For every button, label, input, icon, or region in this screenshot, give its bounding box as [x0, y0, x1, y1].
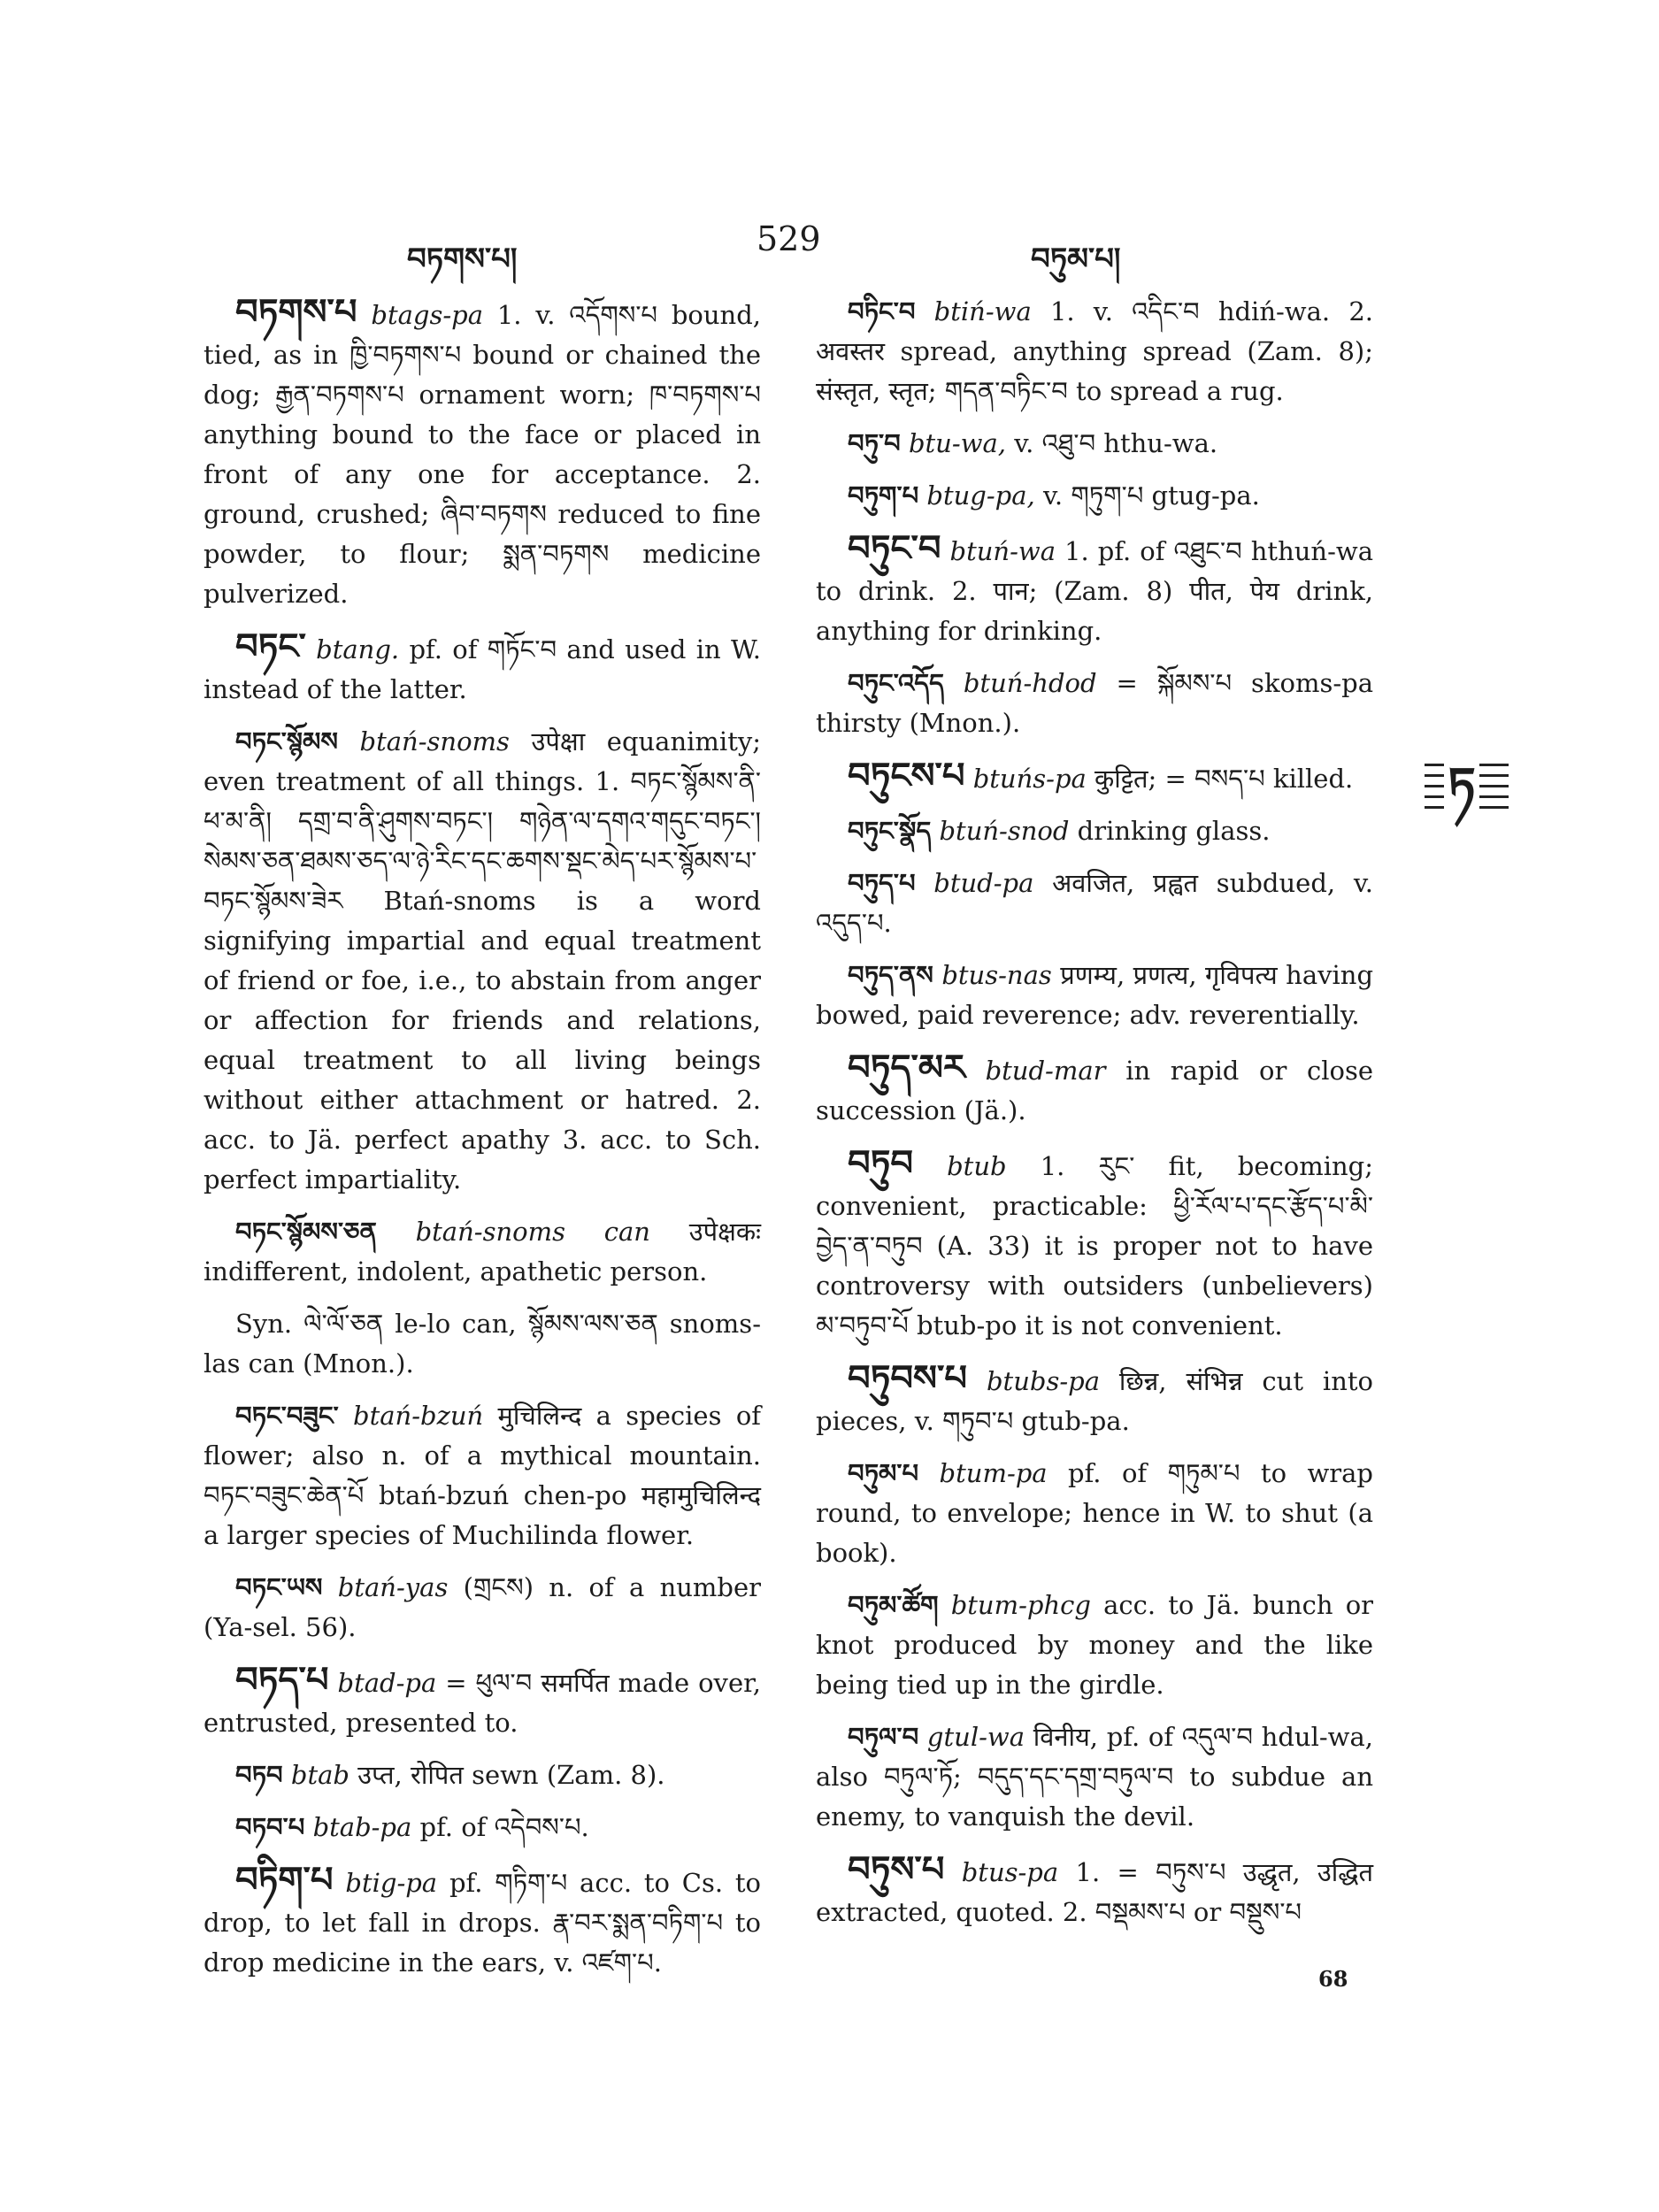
transliteration: btań-yas [337, 1572, 449, 1602]
headword: བཏབ [235, 1760, 283, 1790]
definition: उपेक्षा equanimity; even treatment of all things. 1. བཏང་སྙོམས་ནི་ཕ་མ་ནི། དགྲ་བ་ནི་ཤུགས་བཏང་། གཉེན་ལ་དགའ་གདུང་བཏང་། སེམས་ཅན་ཐམས་ཅད་ལ་ཉེ་རིང་དང་ཆགས་སྡང་མེད་པར་སྙོམས་པ་བཏང་སྙོམས་ཟེར Btań-snoms is a word signifying impartial and equal treatment of friend or foe, i.e., to abstain from anger or affection for friends and relations, equal treatment to all living beings without either attachment or hatred. 2. acc. to Jä. perfect apathy 3. acc. to Sch. perfect impartiality. [204, 726, 762, 1194]
transliteration: btud-pa [933, 868, 1034, 898]
dictionary-entry [204, 1860, 761, 1983]
definition: विनीय, pf. of འདུལ་བ hdul-wa, also བཏུལ་ཏོ; བདུད་དང་དགྲ་བཏུལ་བ to subdue an enemy, to vanquish the devil. [816, 1722, 1373, 1832]
headword: བཏང་ཡས [235, 1572, 323, 1602]
definition: मुचिलिन्द a species of flower; also n. of a mythical mountain. བཏང་བཟུང་ཆེན་པོ btań-bzuń chen-po महामुचिलिन्द a larger species of Muchilinda flower. [204, 1401, 762, 1550]
headword: བཏུག་པ [848, 480, 919, 511]
headword: བཏང་སྙོམས་ཅན [235, 1217, 377, 1247]
definition: 1. = བཏུས་པ उद्धृत, उद्धित extracted, quoted. 2. བསྡམས་པ or བསྡུས་པ [816, 1857, 1373, 1927]
transliteration: btab-pa [312, 1812, 412, 1842]
headword: བཏུབས་པ [848, 1357, 968, 1399]
definition: 1. pf. of འཐུང་བ hthuń-wa to drink. 2. पान; (Zam. 8) पीत, पेय drink, anything for drinking. [816, 536, 1374, 646]
definition: pf. of འདེབས་པ. [419, 1812, 589, 1842]
dictionary-entry [816, 1454, 1373, 1573]
dictionary-entry [204, 1808, 761, 1847]
headword: བཏིང་བ [848, 296, 916, 326]
definition: उप्त, रोपित sewn (Zam. 8). [357, 1760, 665, 1790]
definition: उपेक्षकः indifferent, indolent, apathetic person. [204, 1217, 762, 1286]
transliteration: btig-pa [345, 1868, 438, 1898]
transliteration: btań-snoms can [415, 1217, 650, 1247]
definition: pf. of གཏོང་བ and used in W. instead of the latter. [204, 634, 761, 704]
headword: བཏུང་སྣོད [848, 816, 932, 846]
headword: བཏུས་པ [848, 1848, 945, 1890]
definition: प्रणम्य, प्रणत्य, गृविपत्य having bowed, paid reverence; adv. reverentially. [816, 960, 1374, 1030]
dictionary-entry [816, 1717, 1373, 1837]
definition: 1. v. འདོགས་པ bound, tied, as in ཁྱི་བཏགས་པ bound or chained the dog; རྒྱན་བཏགས་པ ornament worn; ཁ་བཏགས་པ anything bound to the face or placed in front of any one for acceptance. 2. ground, crushed; ཞིབ་བཏགས reduced to fine powder, to flour; སྨན་བཏགས medicine pulverized. [204, 300, 762, 609]
headword: བཏགས་པ [235, 291, 357, 333]
definition: अवजित, प्रह्वत subdued, v. འདུད་པ. [816, 868, 1374, 938]
definition: छिन्न, संभिन्न cut into pieces, v. གཏུབ་པ gtub-pa. [816, 1366, 1373, 1436]
transliteration: btus-nas [941, 960, 1052, 990]
transliteration: gtul-wa [926, 1722, 1025, 1752]
headword: བཏུད་ནས [848, 960, 933, 990]
definition: pf. of གཏུམ་པ to wrap round, to envelope; hence in W. to shut (a book). [816, 1458, 1374, 1568]
transliteration: btang. [316, 634, 400, 664]
definition: in rapid or close succession (Jä.). [816, 1056, 1374, 1125]
transliteration: btum-phcg [950, 1590, 1091, 1620]
transliteration: btu-wa, [908, 428, 1006, 458]
dictionary-entry [204, 1212, 761, 1292]
dictionary-entry [816, 756, 1373, 799]
headword: བཏུད་མར [848, 1047, 965, 1088]
headword: བཏུངས་པ [848, 755, 965, 796]
dictionary-entry [204, 722, 761, 1200]
thumb-index-tab [1425, 757, 1509, 818]
transliteration: btuń-wa [949, 536, 1056, 566]
page-number: 529 [757, 219, 821, 258]
left-guide-word: བཏགས་པ། [407, 242, 518, 277]
transliteration: btum-pa [939, 1458, 1048, 1488]
definition: v. འཐུ་བ hthu-wa. [1014, 428, 1218, 458]
dictionary-entry [816, 1048, 1373, 1131]
transliteration: btuń-hdod [963, 668, 1097, 698]
transliteration: btags-pa [371, 300, 483, 330]
dictionary-entry [204, 292, 761, 614]
transliteration: btuń-snod [939, 816, 1070, 846]
dictionary-entry [816, 528, 1373, 651]
definition: (གྲངས) n. of a number (Ya-sel. 56). [204, 1572, 762, 1642]
transliteration: btad-pa [337, 1668, 437, 1698]
right-column [816, 292, 1373, 1945]
headword: བཏབ་པ [235, 1812, 305, 1842]
dictionary-entry [816, 1586, 1373, 1705]
dictionary-entry [816, 292, 1373, 411]
headword: བཏུད་པ [848, 868, 916, 898]
definition: = ཕུལ་བ समर्पित made over, entrusted, presented to. [204, 1668, 762, 1738]
right-guide-word: བཏུམ་པ། [1031, 242, 1121, 277]
dictionary-entry [816, 811, 1373, 851]
thumb-index-letter: ཏ [1444, 758, 1479, 813]
dictionary-entry [816, 1358, 1373, 1441]
headword: བཏད་པ [235, 1659, 329, 1701]
dictionary-entry [816, 476, 1373, 516]
dictionary-entry [816, 1849, 1373, 1932]
headword: བཏུང་འདོད [848, 668, 944, 698]
running-head [212, 219, 1407, 277]
headword: བཏིག་པ [235, 1859, 334, 1901]
dictionary-entry [204, 1304, 761, 1384]
transliteration: btub [947, 1151, 1007, 1181]
headword: བཏང་ [235, 626, 306, 667]
headword: བཏུབ [848, 1142, 913, 1184]
definition: = སྐོམས་པ skoms-pa thirsty (Mnon.). [816, 668, 1374, 738]
definition: Syn. ལེ་ལོ་ཅན le-lo can, སྙོམས་ལས་ཅན snoms-las can (Mnon.). [204, 1309, 761, 1379]
definition: pf. གཏིག་པ acc. to Cs. to drop, to let fall in drops. རྣ་བར་སྨན་བཏིག་པ to drop medicine in the ears, v. འཛག་པ. [204, 1868, 762, 1978]
definition: 1. v. འདིང་བ hdiń-wa. 2. अवस्तर spread, anything spread (Zam. 8); संस्तृत, स्तृत; གདན་བཏིང་བ to spread a rug. [816, 296, 1373, 406]
definition: v. གཏུག་པ gtug-pa. [1042, 480, 1260, 511]
definition: कुट्टित; = བསད་པ killed. [1094, 764, 1354, 794]
definition: acc. to Jä. bunch or knot produced by money and the like being tied up in the girdle. [816, 1590, 1374, 1700]
dictionary-entry [816, 864, 1373, 943]
transliteration: btuńs-pa [972, 764, 1087, 794]
dictionary-entry [816, 1143, 1373, 1346]
dictionary-entry [204, 626, 761, 710]
dictionary-entry [204, 1396, 761, 1555]
headword: བཏང་སྙོམས [235, 726, 338, 757]
transliteration: btań-bzuń [353, 1401, 484, 1431]
dictionary-entry [816, 956, 1373, 1035]
dictionary-entry [204, 1660, 761, 1743]
headword: བཏང་བཟུང་ [235, 1401, 339, 1431]
headword: བཏུམ་ཚོག [848, 1590, 939, 1620]
dictionary-entry [204, 1755, 761, 1795]
transliteration: btubs-pa [986, 1366, 1100, 1396]
dictionary-entry [816, 664, 1373, 743]
dictionary-entry [816, 424, 1373, 464]
left-column [204, 292, 761, 1995]
definition: 1. རུང་ fit, becoming; convenient, practicable: ཕྱི་རོལ་པ་དང་རྩོད་པ་མི་བྱེད་ན་བཏུབ (A. 33) it is proper not to have controversy with outsiders (unbelievers) མ་བཏུབ་པོ btub-po it is not convenient. [816, 1151, 1373, 1340]
headword: བཏུལ་བ [848, 1722, 919, 1752]
transliteration: btus-pa [961, 1857, 1059, 1887]
headword: བཏུ་བ [848, 428, 901, 458]
headword: བཏུམ་པ [848, 1458, 919, 1488]
definition: drinking glass. [1077, 816, 1271, 846]
transliteration: btab [290, 1760, 349, 1790]
transliteration: btud-mar [985, 1056, 1106, 1086]
dictionary-entry [204, 1568, 761, 1647]
transliteration: btug-pa, [926, 480, 1035, 511]
transliteration: btiń-wa [933, 296, 1032, 326]
signature-mark: 68 [1318, 1966, 1348, 1992]
headword: བཏུང་བ [848, 527, 941, 569]
transliteration: btań-snoms [359, 726, 510, 757]
